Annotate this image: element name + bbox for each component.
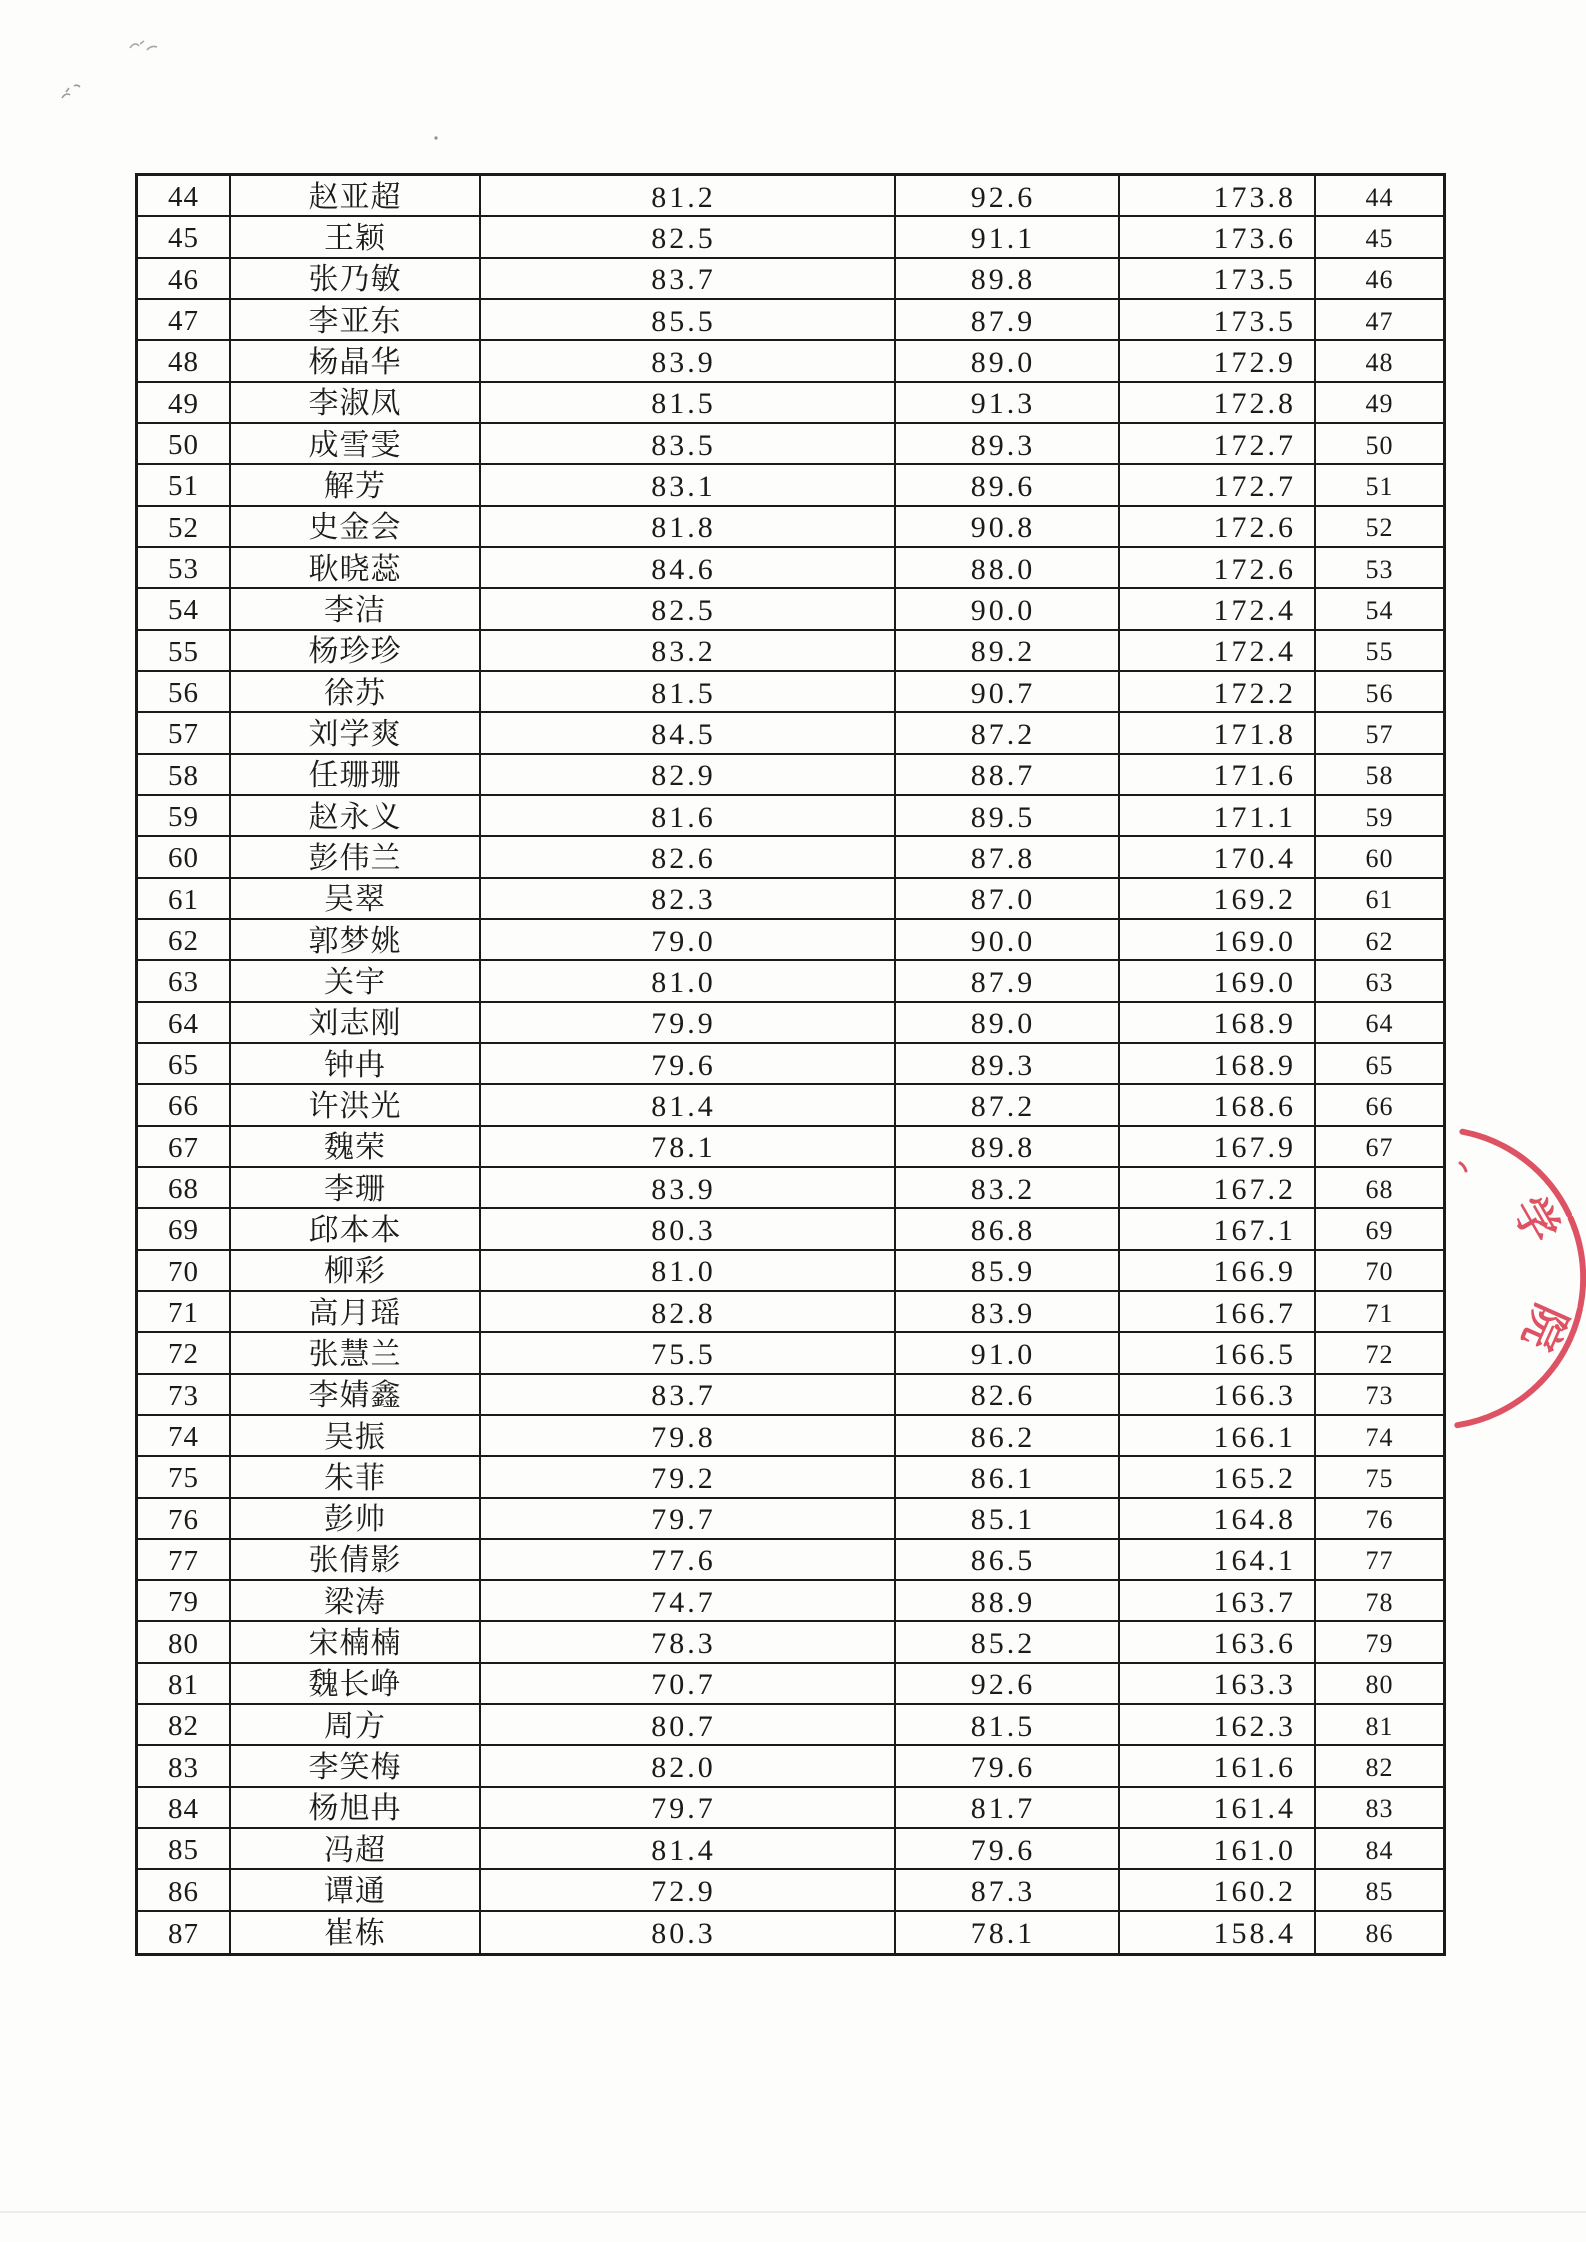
name-cell: 李婧鑫 xyxy=(231,1375,481,1416)
order-cell: 73 xyxy=(1316,1375,1443,1416)
index-cell: 60 xyxy=(138,837,231,878)
name-cell: 史金会 xyxy=(231,507,481,548)
value-a-cell: 79.6 xyxy=(481,1044,896,1085)
value-b-cell: 89.3 xyxy=(896,1044,1120,1085)
value-a-cell: 81.5 xyxy=(481,383,896,424)
value-a-cell: 81.0 xyxy=(481,961,896,1002)
value-b-cell: 91.1 xyxy=(896,217,1120,258)
total-cell: 162.3 xyxy=(1120,1705,1316,1746)
value-b-cell: 85.9 xyxy=(896,1251,1120,1292)
value-b-cell: 92.6 xyxy=(896,176,1120,217)
value-a-cell: 80.7 xyxy=(481,1705,896,1746)
order-cell: 47 xyxy=(1316,300,1443,341)
total-cell: 166.1 xyxy=(1120,1416,1316,1457)
value-a-cell: 81.6 xyxy=(481,796,896,837)
index-cell: 47 xyxy=(138,300,231,341)
index-cell: 64 xyxy=(138,1003,231,1044)
order-cell: 53 xyxy=(1316,548,1443,589)
index-cell: 81 xyxy=(138,1664,231,1705)
total-cell: 173.6 xyxy=(1120,217,1316,258)
value-a-cell: 84.6 xyxy=(481,548,896,589)
index-cell: 49 xyxy=(138,383,231,424)
value-a-cell: 81.8 xyxy=(481,507,896,548)
value-a-cell: 80.3 xyxy=(481,1209,896,1250)
value-a-cell: 82.6 xyxy=(481,837,896,878)
order-cell: 60 xyxy=(1316,837,1443,878)
name-cell: 许洪光 xyxy=(231,1085,481,1126)
name-cell: 彭伟兰 xyxy=(231,837,481,878)
value-a-cell: 77.6 xyxy=(481,1540,896,1581)
order-cell: 59 xyxy=(1316,796,1443,837)
total-cell: 163.3 xyxy=(1120,1664,1316,1705)
total-cell: 161.4 xyxy=(1120,1788,1316,1829)
value-b-cell: 89.8 xyxy=(896,1127,1120,1168)
value-a-cell: 79.8 xyxy=(481,1416,896,1457)
order-cell: 86 xyxy=(1365,1919,1394,1949)
index-cell: 87 xyxy=(138,1912,231,1953)
order-cell: 64 xyxy=(1316,1003,1443,1044)
value-b-cell: 81.5 xyxy=(896,1705,1120,1746)
index-cell: 70 xyxy=(138,1251,231,1292)
name-cell: 崔栋 xyxy=(231,1912,481,1953)
name-cell: 邱本本 xyxy=(231,1209,481,1250)
value-a-cell: 82.9 xyxy=(481,755,896,796)
name-cell: 李淑凤 xyxy=(231,383,481,424)
total-cell: 172.6 xyxy=(1120,507,1316,548)
value-a-cell: 85.5 xyxy=(481,300,896,341)
value-a-cell: 79.2 xyxy=(481,1457,896,1498)
total-cell: 172.7 xyxy=(1120,424,1316,465)
order-cell: 71 xyxy=(1316,1292,1443,1333)
value-b-cell: 90.0 xyxy=(896,589,1120,630)
index-cell: 72 xyxy=(138,1333,231,1374)
value-b-cell: 87.2 xyxy=(896,1085,1120,1126)
order-cell: 46 xyxy=(1316,259,1443,300)
index-cell: 44 xyxy=(138,176,231,217)
order-cell: 57 xyxy=(1316,713,1443,754)
index-cell: 84 xyxy=(138,1788,231,1829)
order-cell: 48 xyxy=(1316,341,1443,382)
name-cell: 赵永义 xyxy=(231,796,481,837)
value-a-cell: 79.9 xyxy=(481,1003,896,1044)
name-cell: 刘志刚 xyxy=(231,1003,481,1044)
index-cell: 52 xyxy=(138,507,231,548)
order-cell: 52 xyxy=(1316,507,1443,548)
value-a-cell: 82.0 xyxy=(481,1746,896,1787)
value-b-cell: 83.9 xyxy=(896,1292,1120,1333)
name-cell: 周方 xyxy=(231,1705,481,1746)
value-a-cell: 82.5 xyxy=(481,589,896,630)
total-cell: 168.6 xyxy=(1120,1085,1316,1126)
index-cell: 59 xyxy=(138,796,231,837)
name-cell: 任珊珊 xyxy=(231,755,481,796)
total-cell: 166.5 xyxy=(1120,1333,1316,1374)
name-cell: 李笑梅 xyxy=(231,1746,481,1787)
total-cell: 172.4 xyxy=(1120,589,1316,630)
order-cell: 56 xyxy=(1316,672,1443,713)
value-a-cell: 79.7 xyxy=(481,1788,896,1829)
value-a-cell: 81.4 xyxy=(481,1085,896,1126)
name-cell: 郭梦姚 xyxy=(231,920,481,961)
value-b-cell: 87.2 xyxy=(896,713,1120,754)
name-cell: 刘学爽 xyxy=(231,713,481,754)
name-cell: 李洁 xyxy=(231,589,481,630)
order-cell: 61 xyxy=(1316,879,1443,920)
order-cell: 54 xyxy=(1316,589,1443,630)
value-b-cell: 86.1 xyxy=(896,1457,1120,1498)
name-cell: 杨旭冉 xyxy=(231,1788,481,1829)
value-a-cell: 81.5 xyxy=(481,672,896,713)
value-a-cell: 70.7 xyxy=(481,1664,896,1705)
seal-character: 学 xyxy=(1501,1188,1569,1252)
total-cell: 171.1 xyxy=(1120,796,1316,837)
name-cell: 彭帅 xyxy=(231,1499,481,1540)
value-a-cell: 82.3 xyxy=(481,879,896,920)
value-b-cell: 89.5 xyxy=(896,796,1120,837)
name-cell: 吴翠 xyxy=(231,879,481,920)
order-cell: 79 xyxy=(1316,1622,1443,1663)
name-cell: 梁涛 xyxy=(231,1581,481,1622)
total-cell: 164.1 xyxy=(1120,1540,1316,1581)
index-cell: 77 xyxy=(138,1540,231,1581)
value-a-cell: 83.5 xyxy=(481,424,896,465)
value-a-cell: 81.2 xyxy=(481,176,896,217)
seal-mark xyxy=(1460,1163,1466,1171)
order-cell: 78 xyxy=(1316,1581,1443,1622)
order-cell: 76 xyxy=(1316,1499,1443,1540)
score-table xyxy=(135,173,1446,1956)
value-a-cell: 78.3 xyxy=(481,1622,896,1663)
value-b-cell: 88.9 xyxy=(896,1581,1120,1622)
name-cell: 张乃敏 xyxy=(231,259,481,300)
value-b-cell: 89.2 xyxy=(896,631,1120,672)
order-cell: 72 xyxy=(1316,1333,1443,1374)
scan-speck xyxy=(434,136,437,139)
seal-character: 院 xyxy=(1511,1296,1577,1358)
value-a-cell: 81.4 xyxy=(481,1829,896,1870)
index-cell: 80 xyxy=(138,1622,231,1663)
index-cell: 85 xyxy=(138,1829,231,1870)
total-cell: 170.4 xyxy=(1120,837,1316,878)
order-cell: 51 xyxy=(1316,465,1443,506)
value-a-cell: 82.8 xyxy=(481,1292,896,1333)
name-cell: 张倩影 xyxy=(231,1540,481,1581)
value-b-cell: 89.6 xyxy=(896,465,1120,506)
value-a-cell: 82.5 xyxy=(481,217,896,258)
value-a-cell: 80.3 xyxy=(481,1912,896,1953)
value-b-cell: 87.8 xyxy=(896,837,1120,878)
value-b-cell: 89.3 xyxy=(896,424,1120,465)
value-a-cell: 78.1 xyxy=(481,1127,896,1168)
index-cell: 66 xyxy=(138,1085,231,1126)
total-cell: 169.0 xyxy=(1120,961,1316,1002)
total-cell: 172.8 xyxy=(1120,383,1316,424)
value-b-cell: 90.0 xyxy=(896,920,1120,961)
value-a-cell: 79.7 xyxy=(481,1499,896,1540)
value-b-cell: 86.2 xyxy=(896,1416,1120,1457)
name-cell: 魏荣 xyxy=(231,1127,481,1168)
index-cell: 46 xyxy=(138,259,231,300)
value-b-cell: 79.6 xyxy=(896,1829,1120,1870)
scan-speck xyxy=(130,41,157,50)
value-b-cell: 78.1 xyxy=(896,1912,1120,1953)
order-cell: 70 xyxy=(1316,1251,1443,1292)
value-b-cell: 91.3 xyxy=(896,383,1120,424)
value-b-cell: 85.2 xyxy=(896,1622,1120,1663)
name-cell: 钟冉 xyxy=(231,1044,481,1085)
index-cell: 55 xyxy=(138,631,231,672)
index-cell: 61 xyxy=(138,879,231,920)
value-b-cell: 83.2 xyxy=(896,1168,1120,1209)
value-a-cell: 83.2 xyxy=(481,631,896,672)
total-cell: 164.8 xyxy=(1120,1499,1316,1540)
total-cell: 165.2 xyxy=(1120,1457,1316,1498)
total-cell: 158.4 xyxy=(1120,1912,1316,1953)
order-cell: 74 xyxy=(1316,1416,1443,1457)
index-cell: 45 xyxy=(138,217,231,258)
index-cell: 56 xyxy=(138,672,231,713)
total-cell: 168.9 xyxy=(1120,1044,1316,1085)
name-cell: 耿晓蕊 xyxy=(231,548,481,589)
name-cell: 杨晶华 xyxy=(231,341,481,382)
order-cell: 65 xyxy=(1316,1044,1443,1085)
name-cell: 李珊 xyxy=(231,1168,481,1209)
value-b-cell: 92.6 xyxy=(896,1664,1120,1705)
name-cell: 宋楠楠 xyxy=(231,1622,481,1663)
value-b-cell: 88.0 xyxy=(896,548,1120,589)
order-cell: 75 xyxy=(1316,1457,1443,1498)
total-cell: 160.2 xyxy=(1120,1870,1316,1911)
value-a-cell: 72.9 xyxy=(481,1870,896,1911)
total-cell: 166.9 xyxy=(1120,1251,1316,1292)
name-cell: 赵亚超 xyxy=(231,176,481,217)
order-cell: 67 xyxy=(1316,1127,1443,1168)
order-cell: 77 xyxy=(1316,1540,1443,1581)
value-b-cell: 85.1 xyxy=(896,1499,1120,1540)
index-cell: 74 xyxy=(138,1416,231,1457)
total-cell: 169.2 xyxy=(1120,879,1316,920)
total-cell: 163.7 xyxy=(1120,1581,1316,1622)
total-cell: 173.8 xyxy=(1120,176,1316,217)
order-cell: 66 xyxy=(1316,1085,1443,1126)
order-cell: 81 xyxy=(1316,1705,1443,1746)
value-b-cell: 89.0 xyxy=(896,341,1120,382)
order-cell: 85 xyxy=(1316,1870,1443,1911)
order-cell: 80 xyxy=(1316,1664,1443,1705)
value-a-cell: 83.9 xyxy=(481,1168,896,1209)
value-a-cell: 83.7 xyxy=(481,1375,896,1416)
value-b-cell: 91.0 xyxy=(896,1333,1120,1374)
value-b-cell: 86.8 xyxy=(896,1209,1120,1250)
name-cell: 徐苏 xyxy=(231,672,481,713)
value-b-cell: 87.9 xyxy=(896,300,1120,341)
order-cell: 68 xyxy=(1316,1168,1443,1209)
index-cell: 50 xyxy=(138,424,231,465)
index-cell: 54 xyxy=(138,589,231,630)
value-b-cell: 88.7 xyxy=(896,755,1120,796)
order-cell: 63 xyxy=(1316,961,1443,1002)
order-cell: 62 xyxy=(1316,920,1443,961)
index-cell: 63 xyxy=(138,961,231,1002)
value-b-cell: 90.7 xyxy=(896,672,1120,713)
name-cell: 吴振 xyxy=(231,1416,481,1457)
index-cell: 86 xyxy=(138,1870,231,1911)
name-cell: 关宇 xyxy=(231,961,481,1002)
index-cell: 48 xyxy=(138,341,231,382)
name-cell: 张慧兰 xyxy=(231,1333,481,1374)
total-cell: 167.9 xyxy=(1120,1127,1316,1168)
index-cell: 79 xyxy=(138,1581,231,1622)
value-b-cell: 87.3 xyxy=(896,1870,1120,1911)
total-cell: 173.5 xyxy=(1120,300,1316,341)
value-a-cell: 75.5 xyxy=(481,1333,896,1374)
scan-edge-line xyxy=(0,2211,1586,2213)
name-cell: 王颖 xyxy=(231,217,481,258)
name-cell: 冯超 xyxy=(231,1829,481,1870)
index-cell: 68 xyxy=(138,1168,231,1209)
index-cell: 65 xyxy=(138,1044,231,1085)
index-cell: 83 xyxy=(138,1746,231,1787)
value-a-cell: 83.7 xyxy=(481,259,896,300)
value-b-cell: 89.8 xyxy=(896,259,1120,300)
scan-speck xyxy=(62,85,80,98)
order-cell: 55 xyxy=(1316,631,1443,672)
value-a-cell: 79.0 xyxy=(481,920,896,961)
index-cell: 75 xyxy=(138,1457,231,1498)
total-cell: 168.9 xyxy=(1120,1003,1316,1044)
index-cell: 58 xyxy=(138,755,231,796)
index-cell: 73 xyxy=(138,1375,231,1416)
value-a-cell: 83.9 xyxy=(481,341,896,382)
name-cell: 魏长峥 xyxy=(231,1664,481,1705)
value-b-cell: 89.0 xyxy=(896,1003,1120,1044)
total-cell: 171.6 xyxy=(1120,755,1316,796)
name-cell: 高月瑶 xyxy=(231,1292,481,1333)
name-cell: 柳彩 xyxy=(231,1251,481,1292)
order-cell: 58 xyxy=(1316,755,1443,796)
total-cell: 172.2 xyxy=(1120,672,1316,713)
total-cell: 161.6 xyxy=(1120,1746,1316,1787)
order-cell: 49 xyxy=(1316,383,1443,424)
total-cell: 166.7 xyxy=(1120,1292,1316,1333)
index-cell: 51 xyxy=(138,465,231,506)
total-cell: 167.1 xyxy=(1120,1209,1316,1250)
total-cell: 173.5 xyxy=(1120,259,1316,300)
order-cell: 45 xyxy=(1316,217,1443,258)
value-a-cell: 74.7 xyxy=(481,1581,896,1622)
value-b-cell: 87.0 xyxy=(896,879,1120,920)
index-cell: 76 xyxy=(138,1499,231,1540)
index-cell: 71 xyxy=(138,1292,231,1333)
name-cell: 朱菲 xyxy=(231,1457,481,1498)
total-cell: 172.9 xyxy=(1120,341,1316,382)
order-cell: 44 xyxy=(1316,176,1443,217)
index-cell: 82 xyxy=(138,1705,231,1746)
name-cell: 谭通 xyxy=(231,1870,481,1911)
order-cell: 83 xyxy=(1316,1788,1443,1829)
order-cell: 69 xyxy=(1316,1209,1443,1250)
total-cell: 161.0 xyxy=(1120,1829,1316,1870)
value-b-cell: 86.5 xyxy=(896,1540,1120,1581)
index-cell: 62 xyxy=(138,920,231,961)
order-cell: 84 xyxy=(1316,1829,1443,1870)
index-cell: 57 xyxy=(138,713,231,754)
order-cell: 82 xyxy=(1316,1746,1443,1787)
value-b-cell: 90.8 xyxy=(896,507,1120,548)
value-a-cell: 84.5 xyxy=(481,713,896,754)
total-cell: 172.6 xyxy=(1120,548,1316,589)
total-cell: 163.6 xyxy=(1120,1622,1316,1663)
index-cell: 53 xyxy=(138,548,231,589)
order-cell: 50 xyxy=(1316,424,1443,465)
value-b-cell: 81.7 xyxy=(896,1788,1120,1829)
total-cell: 172.4 xyxy=(1120,631,1316,672)
total-cell: 169.0 xyxy=(1120,920,1316,961)
name-cell: 成雪雯 xyxy=(231,424,481,465)
name-cell: 杨珍珍 xyxy=(231,631,481,672)
value-a-cell: 81.0 xyxy=(481,1251,896,1292)
value-b-cell: 79.6 xyxy=(896,1746,1120,1787)
total-cell: 171.8 xyxy=(1120,713,1316,754)
scan-specks xyxy=(0,0,480,160)
value-b-cell: 82.6 xyxy=(896,1375,1120,1416)
name-cell: 李亚东 xyxy=(231,300,481,341)
name-cell: 解芳 xyxy=(231,465,481,506)
index-cell: 69 xyxy=(138,1209,231,1250)
total-cell: 172.7 xyxy=(1120,465,1316,506)
value-a-cell: 83.1 xyxy=(481,465,896,506)
value-b-cell: 87.9 xyxy=(896,961,1120,1002)
total-cell: 167.2 xyxy=(1120,1168,1316,1209)
official-seal xyxy=(1380,1100,1586,1460)
total-cell: 166.3 xyxy=(1120,1375,1316,1416)
seal-ring xyxy=(1457,1132,1583,1426)
index-cell: 67 xyxy=(138,1127,231,1168)
